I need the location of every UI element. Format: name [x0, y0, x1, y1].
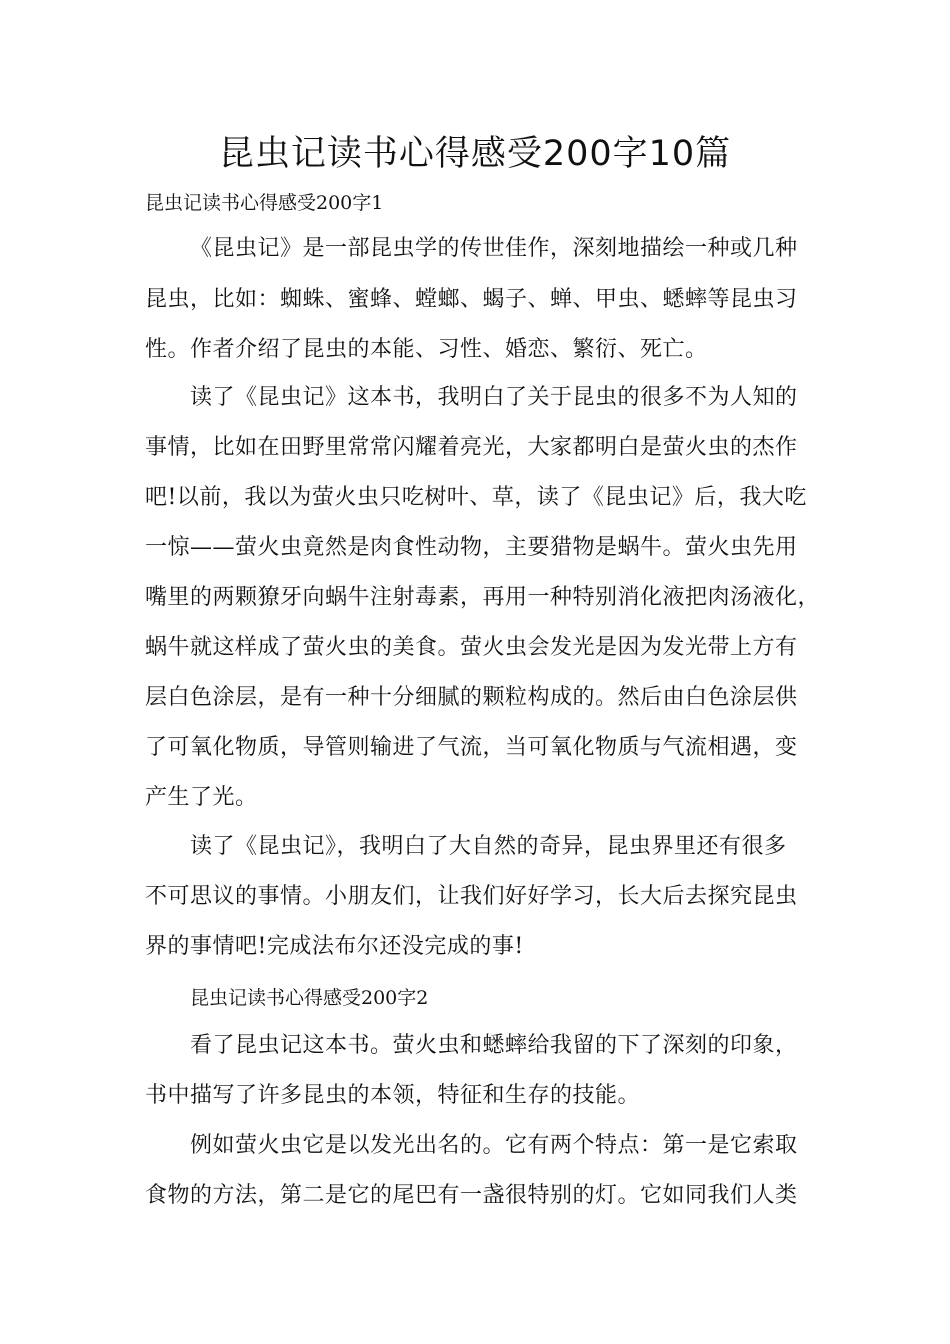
paragraph-4-line-2: 书中描写了许多昆虫的本领，特征和生存的技能。 [145, 1083, 641, 1108]
paragraph-2-line-3: 吧!以前，我以为萤火虫只吃树叶、草，读了《昆虫记》后，我大吃 [145, 485, 807, 510]
section-heading-1: 昆虫记读书心得感受200字1 [145, 192, 384, 214]
paragraph-3-line-2: 不可思议的事情。小朋友们，让我们好好学习，长大后去探究昆虫 [145, 884, 798, 909]
paragraph-1-line-3: 性。作者介绍了昆虫的本能、习性、婚恋、繁衍、死亡。 [145, 337, 708, 362]
paragraph-3-line-1: 读了《昆虫记》，我明白了大自然的奇异，昆虫界里还有很多 [190, 834, 787, 859]
paragraph-5-line-1: 例如萤火虫它是以发光出名的。它有两个特点：第一是它索取 [190, 1133, 798, 1158]
paragraph-2-line-6: 蜗牛就这样成了萤火虫的美食。萤火虫会发光是因为发光带上方有 [145, 635, 798, 660]
paragraph-2-line-5: 嘴里的两颗獠牙向蜗牛注射毒素，再用一种特别消化液把肉汤液化， [145, 585, 821, 610]
paragraph-2-line-1: 读了《昆虫记》这本书，我明白了关于昆虫的很多不为人知的 [190, 385, 798, 410]
document-title: 昆虫记读书心得感受200字10篇 [218, 134, 732, 174]
paragraph-2-line-9: 产生了光。 [145, 785, 258, 810]
paragraph-2-line-7: 层白色涂层，是有一种十分细腻的颗粒构成的。然后由白色涂层供 [145, 685, 798, 710]
paragraph-4-line-1: 看了昆虫记这本书。萤火虫和蟋蟀给我留的下了深刻的印象， [190, 1033, 798, 1058]
paragraph-2-line-8: 了可氧化物质，导管则输进了气流，当可氧化物质与气流相遇，变 [145, 735, 798, 760]
paragraph-2-line-4: 一惊——萤火虫竟然是肉食性动物，主要猎物是蜗牛。萤火虫先用 [145, 535, 798, 560]
paragraph-3-line-3: 界的事情吧!完成法布尔还没完成的事! [145, 934, 524, 959]
paragraph-1-line-2: 昆虫，比如：蜘蛛、蜜蜂、螳螂、蝎子、蝉、甲虫、蟋蟀等昆虫习 [145, 287, 798, 312]
paragraph-2-line-2: 事情，比如在田野里常常闪耀着亮光，大家都明白是萤火虫的杰作 [145, 435, 798, 460]
paragraph-5-line-2: 食物的方法，第二是它的尾巴有一盏很特别的灯。它如同我们人类 [145, 1183, 798, 1208]
paragraph-1-line-1: 《昆虫记》是一部昆虫学的传世佳作，深刻地描绘一种或几种 [190, 236, 798, 261]
section-heading-2: 昆虫记读书心得感受200字2 [190, 987, 429, 1009]
